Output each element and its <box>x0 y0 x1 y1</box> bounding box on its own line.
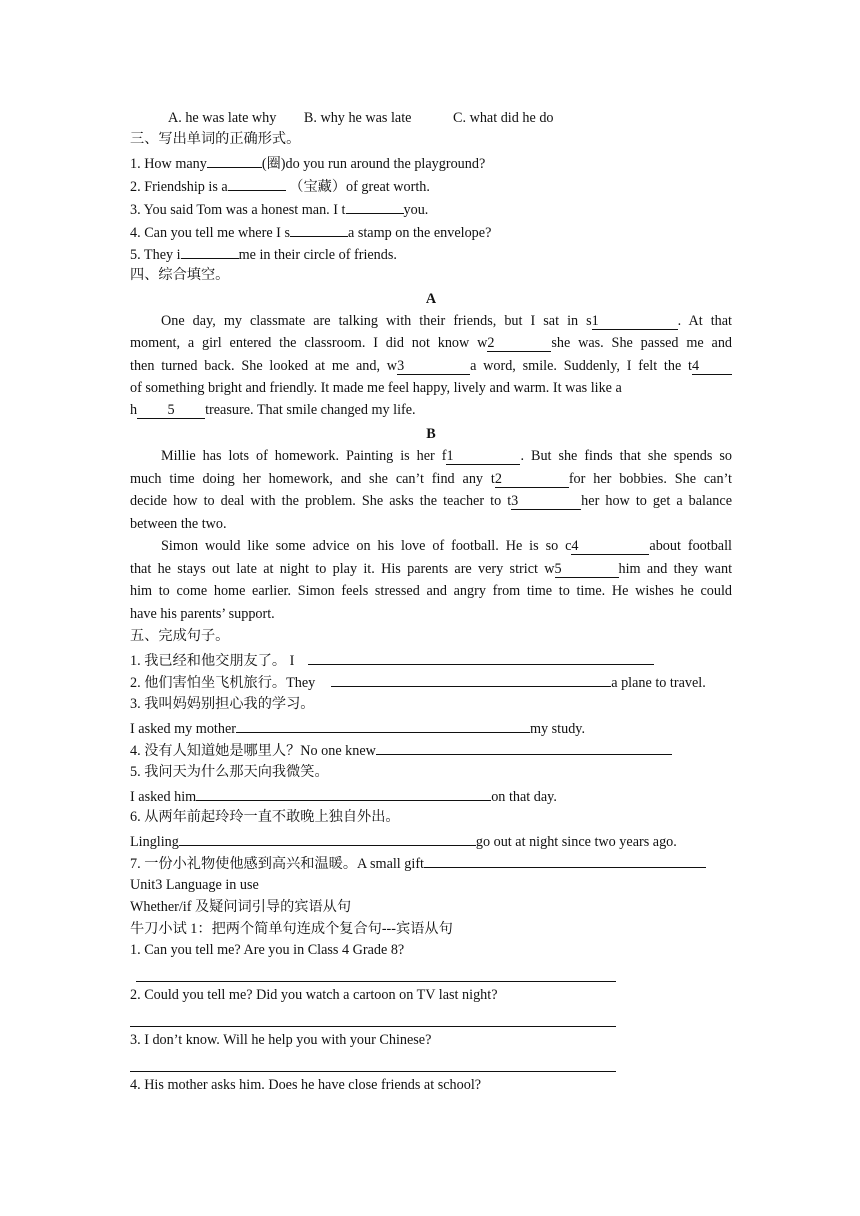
unit3-question-3: 3. I don’t know. Will he help you with your Chinese? <box>130 1032 432 1048</box>
passage-b-line <box>130 491 732 511</box>
unit3-title: Unit3 Language in use <box>130 877 259 893</box>
item-text: 2. Friendship is a <box>130 179 228 195</box>
unit3-question-1: 1. Can you tell me? Are you in Class 4 Grade 8? <box>130 942 405 958</box>
option-a: A. he was late why <box>168 110 277 126</box>
item-text: 3. You said Tom was a honest man. I t <box>130 202 346 218</box>
passage-b-line: have his parents’ support. <box>130 606 275 622</box>
passage-text: about football <box>649 538 732 554</box>
passage-b-line <box>130 536 732 556</box>
answer-line <box>376 739 672 755</box>
passage-text: Simon would like some advice on his love of football. He is so c <box>161 538 572 554</box>
answer-line-3 <box>130 1070 616 1072</box>
section3-item-1 <box>130 152 485 174</box>
option-b: B. why he was late <box>303 110 412 126</box>
options-line <box>168 108 554 128</box>
item-text: I asked my mother <box>130 721 236 737</box>
answer-line <box>236 717 530 733</box>
passage-text: Millie has lots of homework. Painting is her f <box>161 448 447 464</box>
blank-5: 5 <box>137 403 205 419</box>
passage-text: that he stays out late at night to play it. His parents are very strict w <box>130 561 555 577</box>
passage-text: moment, a girl entered the classroom. I did not know w <box>130 335 488 351</box>
item-text: （宝藏）of great worth. <box>285 179 430 195</box>
item-text: me in their circle of friends. <box>238 247 397 263</box>
section3-item-4 <box>130 221 491 243</box>
passage-text: she was. She passed me and <box>551 335 733 351</box>
section5-item-1 <box>130 649 654 671</box>
section5-heading: 五、完成句子。 <box>130 628 230 644</box>
blank-line <box>346 198 404 214</box>
blank-1: 1 <box>446 449 520 465</box>
unit3-subtitle: Whether/if 及疑问词引导的宾语从句 <box>130 899 352 915</box>
passage-b-line <box>130 469 732 489</box>
section5-item-4 <box>130 739 672 761</box>
passage-text: h <box>130 402 138 418</box>
item-text: 5. They i <box>130 247 181 263</box>
item-text: 1. 我已经和他交朋友了。 I <box>130 653 295 669</box>
passage-text: treasure. That smile changed my life. <box>205 402 416 418</box>
section5-item-5: 5. 我问天为什么那天向我微笑。 <box>130 764 329 780</box>
blank-3: 3 <box>397 359 470 375</box>
item-text: Lingling <box>130 834 179 850</box>
item-text: you. <box>403 202 429 218</box>
item-text: 7. 一份小礼物使他感到高兴和温暖。A small gift <box>130 856 424 872</box>
section4-heading: 四、综合填空。 <box>130 267 230 283</box>
section5-item-2 <box>130 671 706 693</box>
section3-item-3 <box>130 198 428 220</box>
passage-text: a word, smile. Suddenly, I felt the t <box>470 358 692 374</box>
section5-item-3: 3. 我叫妈妈别担心我的学习。 <box>130 696 315 712</box>
unit3-question-2: 2. Could you tell me? Did you watch a cartoon on TV last night? <box>130 987 498 1003</box>
section3-item-5 <box>130 243 397 265</box>
passage-b-line: him to come home earlier. Simon feels stressed and angry from time to time. He wishes he could <box>130 583 732 599</box>
blank-2: 2 <box>487 336 551 352</box>
passage-b-line: between the two. <box>130 516 227 532</box>
passage-text: him and they want <box>618 561 733 577</box>
unit3-trial-instructions: 牛刀小试 1：把两个简单句连成个复合句---宾语从句 <box>130 921 453 937</box>
passage-a-line <box>130 400 416 420</box>
passage-b-label: B <box>426 426 436 442</box>
item-text: 1. How many <box>130 156 207 172</box>
passage-b-line <box>130 446 732 466</box>
section5-item-7 <box>130 852 706 874</box>
item-text: a plane to travel. <box>611 675 706 691</box>
answer-line <box>424 852 706 868</box>
section3-heading: 三、写出单词的正确形式。 <box>130 131 301 147</box>
passage-a-line: of something bright and friendly. It made me feel happy, lively and warm. It was like a <box>130 380 622 396</box>
passage-a-line <box>130 311 732 331</box>
passage-text: then turned back. She looked at me and, w <box>130 358 398 374</box>
item-text: go out at night since two years ago. <box>475 834 677 850</box>
blank-line <box>207 152 262 168</box>
answer-line <box>308 649 654 665</box>
passage-text: decide how to deal with the problem. She asks the teacher to t <box>130 493 512 509</box>
unit3-question-4: 4. His mother asks him. Does he have close friends at school? <box>130 1077 482 1093</box>
blank-line <box>290 221 348 237</box>
item-text: on that day. <box>491 789 557 805</box>
answer-line <box>196 785 491 801</box>
item-text: 2. 他们害怕坐飞机旅行。They <box>130 675 316 691</box>
item-text: a stamp on the envelope? <box>347 225 492 241</box>
section5-item-3-answer <box>130 717 585 739</box>
answer-line-2 <box>130 1025 616 1027</box>
blank-4: 4 <box>571 539 649 555</box>
passage-a-line <box>130 356 732 376</box>
item-text: 4. Can you tell me where I s <box>130 225 290 241</box>
blank-4: 4 <box>692 359 732 375</box>
section5-item-6: 6. 从两年前起玲玲一直不敢晚上独自外出。 <box>130 809 400 825</box>
answer-line-1 <box>136 980 616 982</box>
section5-item-6-answer <box>130 830 677 852</box>
item-text: (圈)do you run around the playground? <box>261 156 486 172</box>
passage-a-label: A <box>425 291 437 307</box>
blank-1: 1 <box>592 314 678 330</box>
passage-text: . But she finds that she spends so <box>520 448 732 464</box>
section5-item-5-answer <box>130 785 557 807</box>
passage-text: One day, my classmate are talking with their friends, but I sat in s <box>161 313 592 329</box>
passage-text: her how to get a balance <box>581 493 732 509</box>
blank-5: 5 <box>555 562 619 578</box>
blank-line <box>228 175 286 191</box>
blank-3: 3 <box>511 494 581 510</box>
answer-line <box>179 830 476 846</box>
passage-b-line <box>130 559 732 579</box>
item-text: 4. 没有人知道她是哪里人？No one knew <box>130 743 376 759</box>
section3-item-2 <box>130 175 430 197</box>
passage-text: much time doing her homework, and she can’t find any t <box>130 471 495 487</box>
answer-line <box>331 671 611 687</box>
passage-text: for her bobbies. She can’t <box>568 471 732 487</box>
blank-line <box>181 243 239 259</box>
passage-a-line <box>130 333 732 353</box>
blank-2: 2 <box>495 472 569 488</box>
item-text: I asked him <box>130 789 197 805</box>
passage-text: . At that <box>677 313 732 329</box>
option-c: C. what did he do <box>453 110 554 126</box>
item-text: my study. <box>529 721 586 737</box>
